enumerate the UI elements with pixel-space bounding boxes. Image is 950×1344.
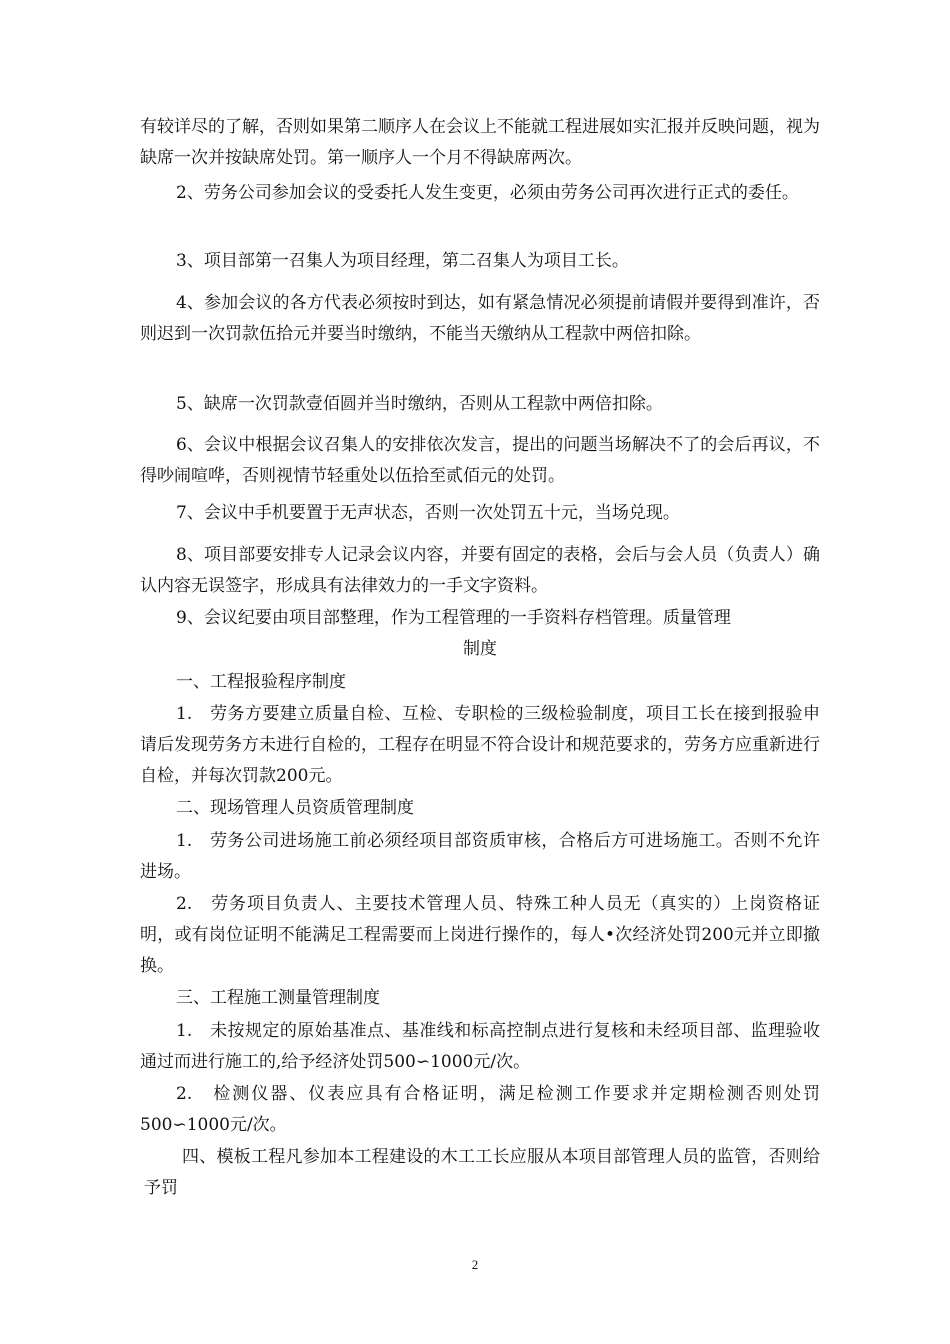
paragraph-item-5: 5、缺席一次罚款壹佰圆并当时缴纳，否则从工程款中两倍扣除。: [176, 394, 663, 414]
section-3-item-1: 1. 未按规定的原始基准点、基准线和标高控制点进行复核和未经项目部、监理验收通过而进行施工的,给予经济处罚500∽1000元/次。: [140, 1021, 820, 1072]
page-number: 2: [471, 1257, 479, 1272]
section-2-item-1: 1. 劳务公司进场施工前必须经项目部资质审核，合格后方可进场施工。否则不允许进场。: [140, 831, 820, 882]
section-heading-continuation: 制度: [463, 639, 497, 659]
paragraph-item-2: 2、劳务公司参加会议的受委托人发生变更，必须由劳务公司再次进行正式的委任。: [176, 183, 799, 203]
paragraph-item-4: 4、参加会议的各方代表必须按时到达，如有紧急情况必须提前请假并要得到准许，否则迟到一次罚款伍拾元并要当时缴纳，不能当天缴纳从工程款中两倍扣除。: [140, 293, 820, 344]
section-heading-4: 四、模板工程凡参加本工程建设的木工工长应服从本项目部管理人员的监管，否则给予罚: [144, 1147, 820, 1198]
paragraph-item-9: 9、会议纪要由项目部整理，作为工程管理的一手资料存档管理。质量管理: [176, 608, 731, 628]
section-3-item-2: 2. 检测仪器、仪表应具有合格证明，满足检测工作要求并定期检测否则处罚500∽1000元/次。: [140, 1084, 820, 1135]
paragraph-item-3: 3、项目部第一召集人为项目经理，第二召集人为项目工长。: [176, 251, 629, 271]
section-heading-2: 二、现场管理人员资质管理制度: [176, 798, 414, 818]
section-heading-3: 三、工程施工测量管理制度: [176, 988, 380, 1008]
section-2-item-2: 2. 劳务项目负责人、主要技术管理人员、特殊工种人员无（真实的）上岗资格证明，或有岗位证明不能满足工程需要而上岗进行操作的，每人•次经济处罚200元并立即撤换。: [140, 894, 820, 976]
paragraph-item-7: 7、会议中手机要置于无声状态，否则一次处罚五十元，当场兑现。: [176, 503, 680, 523]
paragraph-item-6: 6、会议中根据会议召集人的安排依次发言，提出的问题当场解决不了的会后再议，不得吵闹喧哗，否则视情节轻重处以伍拾至贰佰元的处罚。: [140, 435, 820, 486]
section-heading-1: 一、工程报验程序制度: [176, 672, 346, 692]
paragraph-item-8: 8、项目部要安排专人记录会议内容，并要有固定的表格，会后与会人员（负责人）确认内容无误签字，形成具有法律效力的一手文字资料。: [140, 545, 820, 596]
paragraph-continuation: 有较详尽的了解，否则如果第二顺序人在会议上不能就工程进展如实汇报并反映问题，视为缺席一次并按缺席处罚。第一顺序人一个月不得缺席两次。: [140, 117, 820, 168]
section-1-item-1: 1. 劳务方要建立质量自检、互检、专职检的三级检验制度，项目工长在接到报验申请后发现劳务方未进行自检的，工程存在明显不符合设计和规范要求的，劳务方应重新进行自检，并每次罚款200元。: [140, 704, 820, 786]
